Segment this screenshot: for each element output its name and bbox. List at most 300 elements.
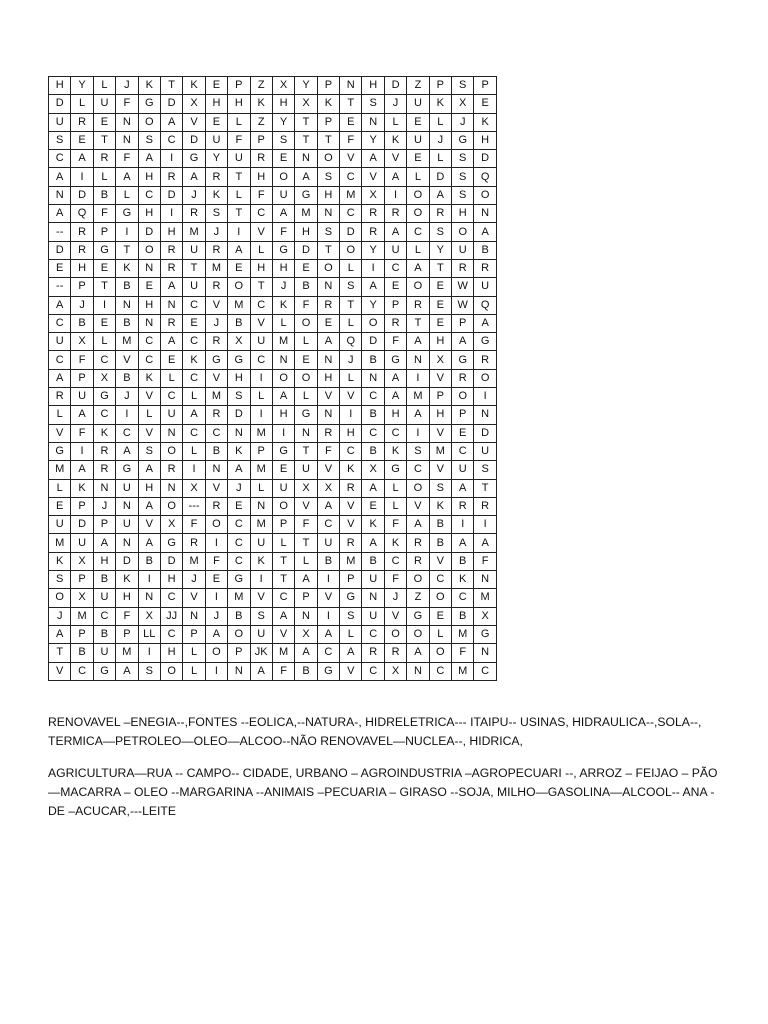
word-search-grid (48, 76, 497, 681)
grid-cell: I (116, 223, 138, 241)
grid-cell: F (474, 552, 496, 570)
grid-cell: L (93, 168, 115, 186)
grid-cell: L (116, 186, 138, 204)
grid-cell: G (93, 662, 115, 680)
grid-cell: F (272, 662, 294, 680)
grid-cell: O (340, 241, 362, 259)
grid-cell: A (295, 168, 317, 186)
grid-cell: F (384, 516, 406, 534)
grid-cell: A (49, 369, 71, 387)
grid-cell: E (205, 571, 227, 589)
grid-cell: H (295, 223, 317, 241)
grid-cell: A (407, 406, 429, 424)
grid-row (49, 168, 497, 186)
grid-cell: R (93, 442, 115, 460)
grid-cell: S (429, 223, 451, 241)
grid-cell: R (205, 333, 227, 351)
grid-cell: R (205, 241, 227, 259)
grid-cell: K (138, 369, 160, 387)
grid-cell: M (71, 607, 93, 625)
grid-cell: A (384, 388, 406, 406)
grid-cell: V (116, 351, 138, 369)
grid-cell: R (205, 497, 227, 515)
grid-cell: N (116, 534, 138, 552)
grid-cell: A (429, 186, 451, 204)
grid-cell: A (407, 516, 429, 534)
grid-cell: A (138, 150, 160, 168)
grid-cell: D (295, 241, 317, 259)
grid-cell: K (93, 424, 115, 442)
grid-cell: I (317, 607, 339, 625)
grid-cell: T (93, 131, 115, 149)
grid-cell: X (317, 479, 339, 497)
grid-cell: X (228, 333, 250, 351)
grid-cell: H (93, 552, 115, 570)
grid-cell: M (272, 333, 294, 351)
grid-cell: R (183, 205, 205, 223)
grid-cell: B (93, 625, 115, 643)
grid-cell: M (250, 461, 272, 479)
grid-cell: X (452, 95, 474, 113)
grid-cell: M (49, 461, 71, 479)
grid-cell: G (183, 150, 205, 168)
grid-cell: I (407, 424, 429, 442)
grid-cell: F (93, 205, 115, 223)
grid-cell: M (183, 223, 205, 241)
grid-cell: R (384, 314, 406, 332)
grid-cell: T (295, 131, 317, 149)
grid-cell: P (71, 625, 93, 643)
grid-cell: G (340, 589, 362, 607)
grid-row (49, 241, 497, 259)
grid-cell: V (317, 461, 339, 479)
grid-cell: B (295, 662, 317, 680)
grid-cell: I (407, 369, 429, 387)
grid-cell: A (295, 571, 317, 589)
grid-cell: P (228, 644, 250, 662)
grid-cell: F (71, 424, 93, 442)
grid-cell: Q (474, 168, 496, 186)
grid-cell: O (272, 497, 294, 515)
grid-cell: V (250, 314, 272, 332)
grid-cell: D (116, 552, 138, 570)
grid-cell: C (138, 186, 160, 204)
grid-cell: V (362, 168, 384, 186)
grid-cell: G (93, 388, 115, 406)
grid-cell: N (295, 607, 317, 625)
grid-cell: N (474, 644, 496, 662)
grid-cell: E (138, 278, 160, 296)
grid-cell: N (272, 351, 294, 369)
grid-cell: C (272, 589, 294, 607)
grid-cell: E (474, 95, 496, 113)
grid-cell: C (183, 333, 205, 351)
grid-cell: B (71, 644, 93, 662)
grid-cell: A (474, 314, 496, 332)
grid-cell: C (362, 625, 384, 643)
grid-cell: H (205, 95, 227, 113)
grid-cell: A (138, 534, 160, 552)
grid-cell: Y (205, 150, 227, 168)
grid-cell: B (295, 278, 317, 296)
grid-cell: W (452, 296, 474, 314)
grid-cell: N (474, 205, 496, 223)
grid-cell: U (183, 241, 205, 259)
grid-cell: F (340, 131, 362, 149)
grid-cell: A (116, 168, 138, 186)
grid-cell: F (71, 351, 93, 369)
grid-cell: X (362, 461, 384, 479)
grid-cell: V (272, 625, 294, 643)
grid-cell: L (295, 333, 317, 351)
word-list-renewable: RENOVAVEL –ENEGIA--,FONTES --EOLICA,--NATURA-, HIDRELETRICA--- ITAIPU-- USINAS, HIDRAULICA--,SOLA--, TERMICA—PETROLEO—OLEO—ALCOO--NÃO RENOVAVEL—NUCLEA--, HIDRICA, (48, 715, 702, 748)
grid-cell: F (116, 607, 138, 625)
grid-cell: T (93, 278, 115, 296)
grid-cell: R (474, 351, 496, 369)
grid-cell: P (295, 589, 317, 607)
grid-cell: M (116, 333, 138, 351)
grid-cell: D (228, 406, 250, 424)
grid-cell: T (340, 95, 362, 113)
grid-cell: O (205, 516, 227, 534)
grid-cell: L (228, 186, 250, 204)
grid-cell: T (407, 314, 429, 332)
grid-cell: C (407, 461, 429, 479)
grid-cell: M (340, 552, 362, 570)
grid-cell: T (317, 131, 339, 149)
grid-cell: S (340, 278, 362, 296)
grid-cell: A (362, 534, 384, 552)
grid-cell: U (93, 589, 115, 607)
grid-cell: B (362, 351, 384, 369)
grid-cell: L (49, 406, 71, 424)
grid-cell: D (384, 77, 406, 95)
grid-cell: O (407, 205, 429, 223)
grid-cell: K (71, 479, 93, 497)
grid-cell: N (295, 150, 317, 168)
grid-cell: E (407, 113, 429, 131)
grid-cell: N (474, 571, 496, 589)
grid-cell: H (384, 406, 406, 424)
grid-cell: P (250, 442, 272, 460)
grid-cell: R (93, 150, 115, 168)
grid-cell: E (160, 351, 182, 369)
grid-row (49, 113, 497, 131)
grid-cell: I (362, 259, 384, 277)
grid-cell: L (429, 113, 451, 131)
grid-cell: K (138, 77, 160, 95)
grid-cell: B (452, 552, 474, 570)
grid-cell: T (228, 205, 250, 223)
grid-cell: K (250, 552, 272, 570)
grid-row (49, 296, 497, 314)
grid-cell: R (317, 424, 339, 442)
grid-cell: A (407, 259, 429, 277)
grid-row (49, 95, 497, 113)
grid-cell: L (183, 644, 205, 662)
grid-cell: M (452, 662, 474, 680)
grid-cell: H (429, 333, 451, 351)
grid-cell: H (272, 259, 294, 277)
grid-cell: N (362, 113, 384, 131)
grid-cell: H (116, 589, 138, 607)
grid-cell: R (160, 259, 182, 277)
grid-cell: B (317, 552, 339, 570)
grid-cell: I (160, 205, 182, 223)
grid-cell: C (362, 424, 384, 442)
grid-cell: O (295, 369, 317, 387)
grid-cell: R (183, 534, 205, 552)
grid-cell: E (49, 497, 71, 515)
grid-cell: C (429, 662, 451, 680)
grid-cell: S (474, 461, 496, 479)
grid-cell: O (407, 479, 429, 497)
grid-cell: E (384, 278, 406, 296)
grid-cell: S (317, 223, 339, 241)
grid-cell: L (93, 77, 115, 95)
grid-cell: K (228, 442, 250, 460)
grid-cell: R (49, 388, 71, 406)
grid-cell: C (429, 571, 451, 589)
grid-cell: S (317, 168, 339, 186)
grid-cell: J (183, 571, 205, 589)
grid-cell: H (49, 77, 71, 95)
grid-cell: H (272, 406, 294, 424)
grid-cell: S (452, 186, 474, 204)
grid-cell: M (183, 552, 205, 570)
grid-cell: R (452, 497, 474, 515)
grid-cell: E (228, 497, 250, 515)
grid-cell: N (407, 351, 429, 369)
grid-cell: C (474, 662, 496, 680)
grid-cell: N (116, 296, 138, 314)
grid-cell: U (71, 534, 93, 552)
grid-cell: O (429, 644, 451, 662)
grid-cell: A (384, 223, 406, 241)
grid-row (49, 259, 497, 277)
grid-cell: C (362, 662, 384, 680)
grid-cell: V (384, 150, 406, 168)
grid-cell: T (429, 259, 451, 277)
grid-cell: P (452, 406, 474, 424)
grid-row (49, 131, 497, 149)
grid-row (49, 589, 497, 607)
grid-cell: V (429, 552, 451, 570)
grid-cell: I (452, 516, 474, 534)
grid-cell: H (160, 223, 182, 241)
grid-cell: A (407, 644, 429, 662)
grid-cell: A (362, 479, 384, 497)
grid-cell: H (317, 369, 339, 387)
grid-cell: C (452, 442, 474, 460)
grid-cell: M (452, 625, 474, 643)
grid-cell: I (160, 150, 182, 168)
grid-cell: K (384, 442, 406, 460)
grid-cell: C (183, 424, 205, 442)
grid-cell: L (340, 259, 362, 277)
grid-cell: I (183, 461, 205, 479)
grid-cell: E (71, 131, 93, 149)
grid-cell: X (295, 479, 317, 497)
grid-cell: R (71, 241, 93, 259)
grid-cell: U (116, 516, 138, 534)
grid-cell: L (138, 406, 160, 424)
grid-cell: S (452, 77, 474, 95)
grid-cell: S (138, 442, 160, 460)
grid-cell: O (160, 442, 182, 460)
grid-cell: C (340, 168, 362, 186)
grid-cell: R (71, 113, 93, 131)
grid-cell: B (452, 607, 474, 625)
grid-cell: U (452, 241, 474, 259)
grid-row (49, 516, 497, 534)
grid-cell: F (116, 150, 138, 168)
grid-cell: G (116, 461, 138, 479)
grid-cell: D (71, 516, 93, 534)
grid-cell: E (272, 461, 294, 479)
grid-cell: R (317, 296, 339, 314)
grid-cell: R (474, 497, 496, 515)
grid-cell: L (429, 625, 451, 643)
grid-cell: A (116, 662, 138, 680)
grid-cell: V (205, 296, 227, 314)
grid-cell: F (205, 552, 227, 570)
grid-cell: X (474, 607, 496, 625)
grid-cell: C (160, 388, 182, 406)
word-list-agriculture: AGRICULTURA—RUA -- CAMPO-- CIDADE, URBANO – AGROINDUSTRIA –AGROPECUARI --, ARROZ – FEIJAO – PÃO—MACARRA – OLEO --MARGARINA --ANIMAIS –PECUARIA – GIRASO --SOJA, MILHO—GASOLINA—ALCOOL-- ANA -DE –ACUCAR,---LEITE (48, 766, 718, 818)
grid-cell: H (160, 571, 182, 589)
grid-cell: C (93, 607, 115, 625)
grid-cell: S (49, 571, 71, 589)
grid-cell: F (116, 95, 138, 113)
grid-cell: K (362, 516, 384, 534)
grid-cell: I (205, 589, 227, 607)
grid-cell: T (272, 552, 294, 570)
grid-cell: F (384, 333, 406, 351)
grid-cell: K (116, 259, 138, 277)
grid-cell: G (228, 351, 250, 369)
grid-cell: H (317, 186, 339, 204)
grid-cell: A (384, 168, 406, 186)
grid-cell: L (407, 168, 429, 186)
grid-cell: J (429, 131, 451, 149)
grid-cell: N (340, 77, 362, 95)
grid-cell: B (116, 314, 138, 332)
grid-cell: S (362, 95, 384, 113)
grid-cell: U (183, 278, 205, 296)
grid-cell: C (384, 259, 406, 277)
grid-cell: T (474, 479, 496, 497)
grid-cell: P (116, 625, 138, 643)
grid-cell: A (71, 150, 93, 168)
grid-cell: A (71, 406, 93, 424)
grid-cell: F (452, 644, 474, 662)
grid-cell: B (71, 314, 93, 332)
grid-cell: N (160, 479, 182, 497)
grid-cell: I (138, 571, 160, 589)
grid-cell: P (317, 113, 339, 131)
grid-cell: K (384, 131, 406, 149)
grid-cell: Y (272, 113, 294, 131)
grid-cell: N (160, 296, 182, 314)
grid-cell: G (474, 625, 496, 643)
grid-cell: V (250, 223, 272, 241)
grid-cell: N (116, 113, 138, 131)
grid-cell: N (49, 186, 71, 204)
grid-cell: P (93, 223, 115, 241)
grid-row (49, 625, 497, 643)
grid-cell: O (384, 625, 406, 643)
grid-cell: K (250, 95, 272, 113)
grid-cell: O (138, 113, 160, 131)
grid-cell: G (384, 461, 406, 479)
grid-cell: V (407, 497, 429, 515)
grid-row (49, 77, 497, 95)
grid-cell: N (362, 369, 384, 387)
grid-cell: E (317, 314, 339, 332)
grid-cell: O (362, 314, 384, 332)
grid-cell: K (116, 571, 138, 589)
grid-cell: C (71, 662, 93, 680)
grid-cell: D (474, 424, 496, 442)
grid-row (49, 333, 497, 351)
grid-row (49, 388, 497, 406)
grid-cell: M (228, 589, 250, 607)
grid-cell: V (429, 424, 451, 442)
grid-cell: N (317, 205, 339, 223)
grid-cell: V (183, 113, 205, 131)
grid-cell: B (228, 314, 250, 332)
grid-cell: C (160, 589, 182, 607)
grid-cell: E (205, 113, 227, 131)
grid-cell: P (429, 388, 451, 406)
grid-cell: C (49, 150, 71, 168)
grid-cell: V (340, 516, 362, 534)
grid-cell: G (272, 442, 294, 460)
grid-cell: Q (71, 205, 93, 223)
grid-cell: D (183, 131, 205, 149)
grid-cell: Y (295, 77, 317, 95)
grid-cell: J (205, 223, 227, 241)
grid-cell: T (340, 296, 362, 314)
grid-cell: M (429, 442, 451, 460)
grid-cell: C (452, 589, 474, 607)
grid-cell: J (49, 607, 71, 625)
grid-cell: N (407, 662, 429, 680)
grid-cell: B (474, 241, 496, 259)
grid-cell: H (452, 205, 474, 223)
grid-cell: L (340, 314, 362, 332)
grid-cell: T (250, 278, 272, 296)
grid-cell: G (452, 351, 474, 369)
grid-cell: E (295, 351, 317, 369)
grid-cell: S (429, 479, 451, 497)
grid-cell: N (317, 351, 339, 369)
grid-cell: A (295, 644, 317, 662)
grid-cell: D (362, 333, 384, 351)
grid-cell: I (272, 424, 294, 442)
grid-cell: N (160, 424, 182, 442)
grid-cell: S (452, 150, 474, 168)
grid-cell: D (160, 95, 182, 113)
grid-cell: B (116, 278, 138, 296)
grid-cell: I (71, 168, 93, 186)
grid-cell: L (49, 479, 71, 497)
grid-cell: S (452, 168, 474, 186)
grid-row (49, 662, 497, 680)
grid-cell: J (116, 388, 138, 406)
grid-cell: K (183, 351, 205, 369)
